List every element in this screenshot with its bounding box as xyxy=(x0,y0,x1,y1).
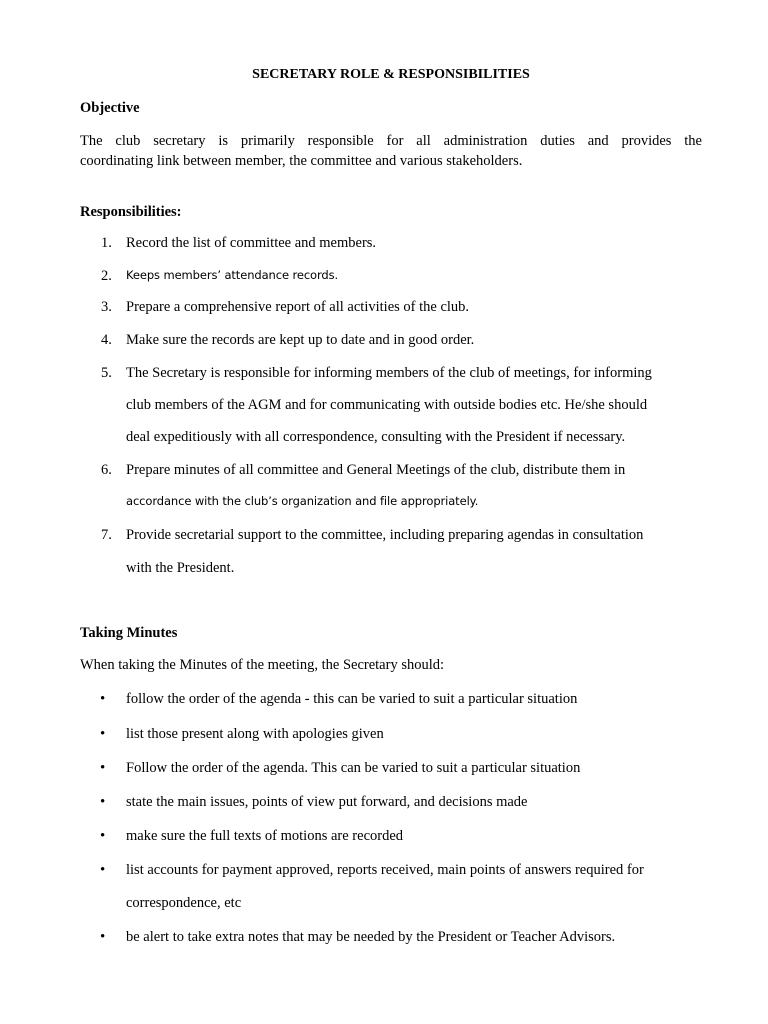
list-item-number: 6. xyxy=(101,462,112,478)
list-item: follow the order of the agenda - this can be varied to suit a particular situation xyxy=(126,691,578,707)
list-item: be alert to take extra notes that may be needed by the President or Teacher Advisors. xyxy=(126,929,616,945)
list-item-number: 5. xyxy=(101,365,112,381)
bullet-icon: • xyxy=(100,760,106,776)
list-item-number: 1. xyxy=(101,235,112,251)
list-item: list accounts for payment approved, reports received, main points of answers required for xyxy=(126,862,644,878)
list-item: Keeps members’ attendance records. xyxy=(126,268,339,282)
list-item-continuation: accordance with the club’s organization and file appropriately. xyxy=(126,494,479,508)
list-item: Prepare a comprehensive report of all activities of the club. xyxy=(126,299,470,315)
document-title: SECRETARY ROLE & RESPONSIBILITIES xyxy=(252,67,530,82)
list-item: Follow the order of the agenda. This can be varied to suit a particular situation xyxy=(126,760,581,776)
list-item-number: 7. xyxy=(101,527,112,543)
list-item-number: 4. xyxy=(101,332,112,348)
list-item-number: 3. xyxy=(101,299,112,315)
bullet-icon: • xyxy=(100,828,106,844)
list-item-number: 2. xyxy=(101,268,112,284)
list-item-continuation: with the President. xyxy=(126,560,235,576)
list-item: Record the list of committee and members. xyxy=(126,235,377,251)
taking-minutes-heading: Taking Minutes xyxy=(80,625,178,641)
objective-heading: Objective xyxy=(80,100,140,116)
list-item: list those present along with apologies given xyxy=(126,726,384,742)
objective-text-line-1: The club secretary is primarily responsible for all administration duties and provides the xyxy=(80,133,702,149)
list-item-continuation: club members of the AGM and for communicating with outside bodies etc. He/she should xyxy=(126,397,648,413)
objective-text-line-2: coordinating link between member, the committee and various stakeholders. xyxy=(80,153,523,169)
list-item-continuation: deal expeditiously with all correspondence, consulting with the President if necessary. xyxy=(126,429,626,445)
list-item: state the main issues, points of view put forward, and decisions made xyxy=(126,794,528,810)
bullet-icon: • xyxy=(100,862,106,878)
bullet-icon: • xyxy=(100,929,106,945)
list-item-continuation: correspondence, etc xyxy=(126,895,242,911)
list-item: make sure the full texts of motions are recorded xyxy=(126,828,404,844)
list-item: Provide secretarial support to the committee, including preparing agendas in consultation xyxy=(126,527,644,543)
bullet-icon: • xyxy=(100,794,106,810)
responsibilities-heading: Responsibilities: xyxy=(80,204,182,220)
bullet-icon: • xyxy=(100,726,106,742)
list-item: Make sure the records are kept up to date and in good order. xyxy=(126,332,475,348)
taking-minutes-intro: When taking the Minutes of the meeting, the Secretary should: xyxy=(80,657,445,673)
bullet-icon: • xyxy=(100,691,106,707)
list-item: Prepare minutes of all committee and General Meetings of the club, distribute them in xyxy=(126,462,626,478)
list-item: The Secretary is responsible for informing members of the club of meetings, for informing xyxy=(126,365,652,381)
